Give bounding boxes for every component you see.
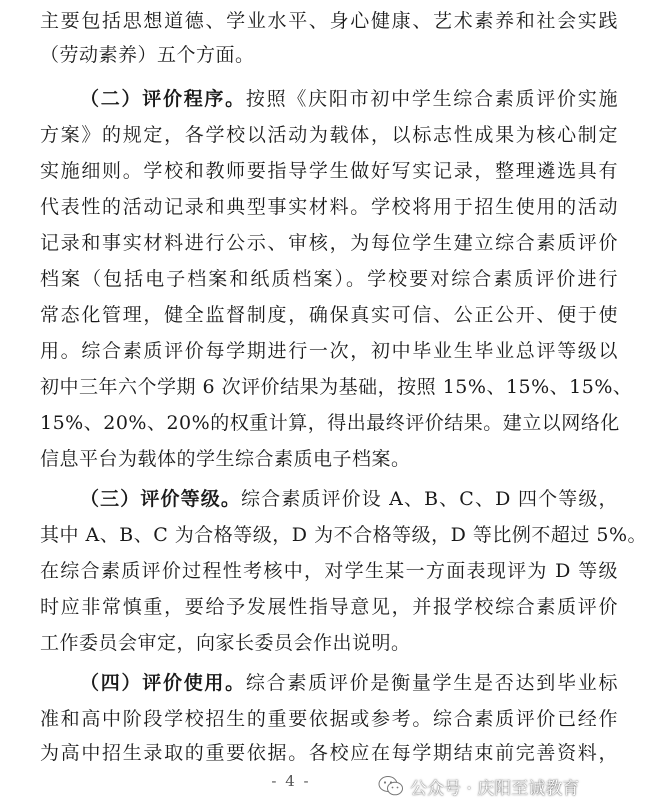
text-line: 代表性的活动记录和典型事实材料。学校将用于招生使用的活动 (40, 196, 618, 218)
text-line: 在综合素质评价过程性考核中，对学生某一方面表现评为 D 等级 (40, 560, 618, 582)
wechat-icon (378, 775, 404, 797)
text-line: 时应非常慎重，要给予发展性指导意见，并报学校综合素质评价 (40, 596, 618, 618)
text-line: 用。综合素质评价每学期进行一次，初中毕业生毕业总评等级以 (40, 340, 618, 362)
section-heading: （三）评价等级。 (80, 488, 242, 510)
page-footer (0, 766, 658, 806)
wechat-watermark (378, 770, 579, 802)
text-line (80, 666, 618, 700)
text-line: 信息平台为载体的学生综合素质电子档案。 (40, 448, 411, 470)
text-line (80, 82, 618, 116)
text-line: 档案（包括电子档案和纸质档案）。学校要对综合素质评价进行 (40, 268, 618, 290)
section-heading: （二）评价程序。 (80, 88, 246, 110)
text-line: 15%、20%、20%的权重计算，得出最终评价结果。建立以网络化 (40, 412, 620, 434)
text-span: 综合素质评价是衡量学生是否达到毕业标 (245, 672, 618, 694)
text-line: 主要包括思想道德、学业水平、身心健康、艺术素养和社会实践 (40, 10, 618, 32)
section-heading: （四）评价使用。 (80, 672, 246, 694)
text-line: 常态化管理，健全监督制度，确保真实可信、公正公开、便于使 (40, 304, 618, 326)
text-span: 按照《庆阳市初中学生综合素质评价实施 (245, 88, 618, 110)
text-line (80, 482, 618, 516)
text-line: 初中三年六个学期 6 次评价结果为基础，按照 15%、15%、15%、 (40, 376, 633, 398)
text-line: 其中 A、B、C 为合格等级，D 为不合格等级，D 等比例不超过 5%。 (40, 524, 648, 546)
text-line: 工作委员会审定，向家长委员会作出说明。 (40, 632, 411, 654)
text-line: 记录和事实材料进行公示、审核，为每位学生建立综合素质评价 (40, 232, 618, 254)
text-line: 方案》的规定，各学校以活动为载体，以标志性成果为核心制定 (40, 124, 618, 146)
text-span: 综合素质评价设 A、B、C、D 四个等级， (241, 488, 618, 510)
text-line: （劳动素养）五个方面。 (40, 44, 255, 66)
page-number: - 4 - (271, 772, 311, 790)
watermark-text: 公众号 · 庆阳至诚教育 (410, 778, 580, 799)
text-line: 准和高中阶段学校招生的重要依据或参考。综合素质评价已经作 (40, 708, 618, 730)
text-line: 实施细则。学校和教师要指导学生做好写实记录，整理遴选具有 (40, 160, 618, 182)
text-line: 为高中招生录取的重要依据。各校应在每学期结束前完善资料， (40, 742, 618, 764)
